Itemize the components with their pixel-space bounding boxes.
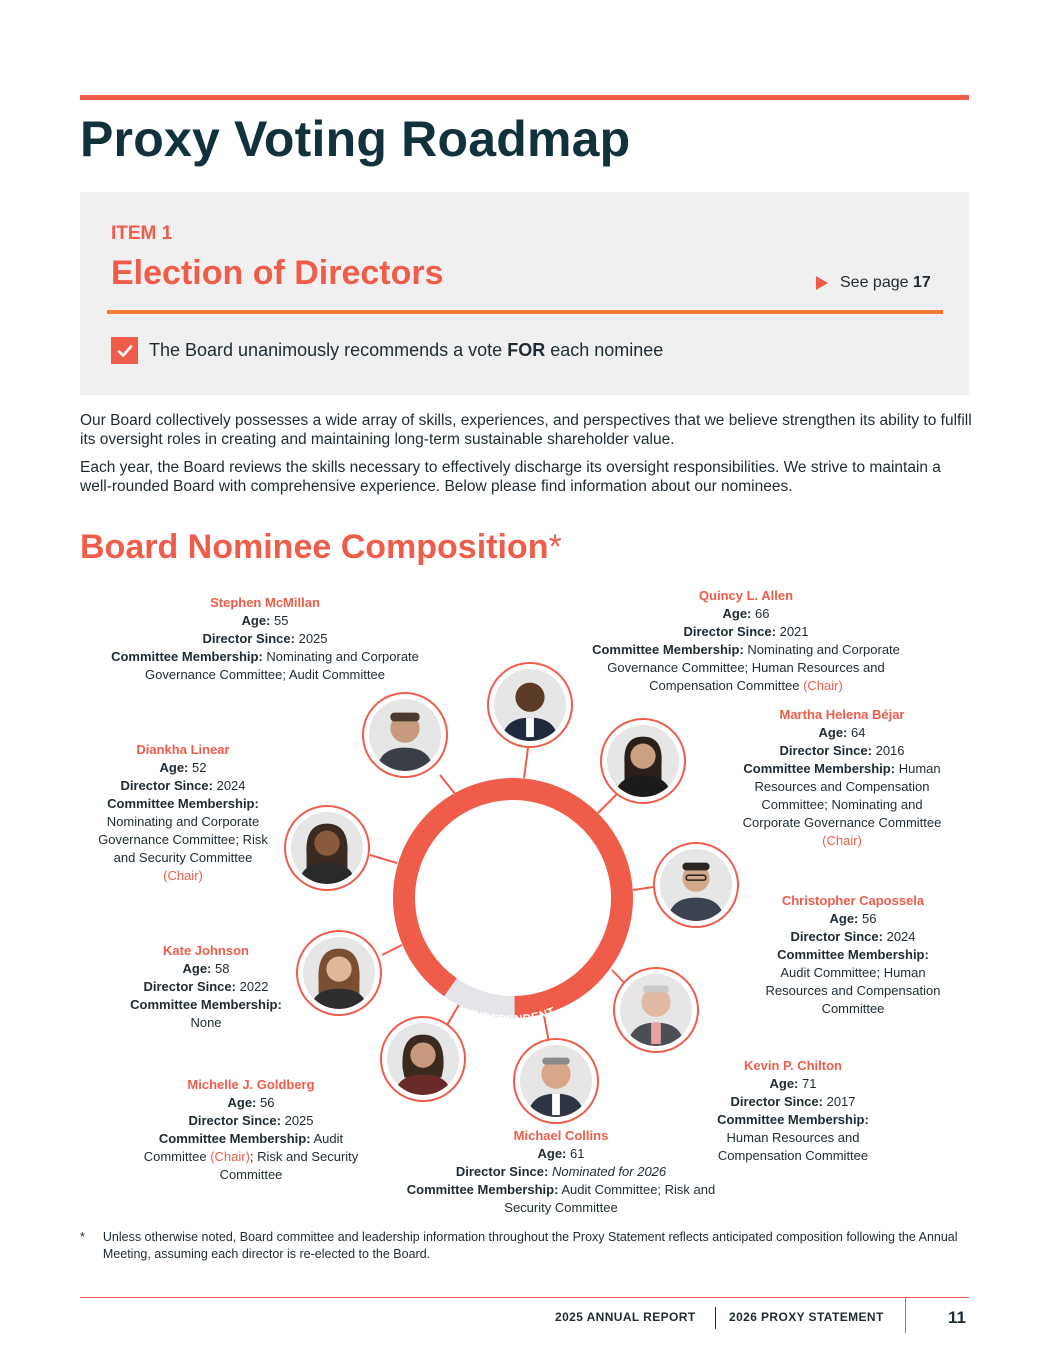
bio-allen: Quincy L. Allen Age: 66 Director Since: 2021 Committee Membership: Nominating and Corporate Governance Committee; Human Resources and Compensation Committee (Chair) <box>574 587 918 695</box>
person-icon <box>660 849 732 921</box>
bio-bejar: Martha Helena Béjar Age: 64 Director Since: 2016 Committee Membership: Human Resources and Compensation Committee; Nominating and Corporate Governance Committee (Chair) <box>732 706 952 850</box>
person-icon <box>620 974 692 1046</box>
connector-linear <box>370 855 397 863</box>
connector-allen <box>524 748 528 778</box>
person-icon <box>387 1023 459 1095</box>
nominee-name: Quincy L. Allen <box>698 588 794 603</box>
item-title: Election of Directors <box>111 254 444 292</box>
photo-collins <box>513 1038 599 1124</box>
footer-proxy-statement: 2026 PROXY STATEMENT <box>729 1310 884 1324</box>
person-icon <box>303 937 375 1009</box>
footer-annual-report: 2025 ANNUAL REPORT <box>555 1310 696 1324</box>
nominee-name: Kevin P. Chilton <box>744 1058 842 1073</box>
recommendation-text: The Board unanimously recommends a vote FOR each nominee <box>149 340 664 360</box>
page-number: 11 <box>948 1308 966 1327</box>
person-icon <box>520 1045 592 1117</box>
intro-paragraph-2: Each year, the Board reviews the skills necessary to effectively discharge its oversight responsibilities. We strive to maintain a well-rounded Board with comprehensive experience. Below please find information about our nominees. <box>80 459 941 495</box>
photo-mcmillan <box>362 692 448 778</box>
person-icon <box>291 812 363 884</box>
photo-johnson <box>296 930 382 1016</box>
section-title: Board Nominee Composition* <box>80 528 562 566</box>
footnote-mark: * <box>80 1230 85 1244</box>
nominee-name: Stephen McMillan <box>210 595 320 610</box>
bio-collins: Michael Collins Age: 61 Director Since: Nominated for 2026 Committee Membership: Audit Committee; Risk and Security Committee <box>400 1127 722 1217</box>
nominee-name: Martha Helena Béjar <box>779 707 905 722</box>
bio-capossela: Christopher Capossela Age: 56 Director Since: 2024 Committee Membership: Audit Committee; Human Resources and Compensation Committee <box>750 892 956 1018</box>
connector-capossela <box>633 887 653 890</box>
photo-linear <box>284 805 370 891</box>
nominee-name: Kate Johnson <box>163 943 249 958</box>
nominee-name: Diankha Linear <box>136 742 230 757</box>
footer-divider-2 <box>905 1298 906 1333</box>
person-icon <box>494 669 566 741</box>
nominee-name: Christopher Capossela <box>781 893 925 908</box>
bio-linear: Diankha Linear Age: 52 Director Since: 2024 Committee Membership: Nominating and Corporate Governance Committee; Risk and Security Committee (Chair) <box>93 741 273 885</box>
person-icon <box>607 725 679 797</box>
photo-capossela <box>653 842 739 928</box>
footer-divider <box>715 1307 716 1329</box>
bio-goldberg: Michelle J. Goldberg Age: 56 Director Since: 2025 Committee Membership: Audit Committee (Chair); Risk and Security Committee <box>126 1076 376 1184</box>
nominee-name: Michelle J. Goldberg <box>187 1077 315 1092</box>
photo-bejar <box>600 718 686 804</box>
nominee-name: Michael Collins <box>513 1128 609 1143</box>
photo-allen <box>487 662 573 748</box>
connector-johnson <box>382 945 402 955</box>
bio-chilton: Kevin P. Chilton Age: 71 Director Since: 2017 Committee Membership: Human Resources and Compensation Committee <box>703 1057 883 1165</box>
bio-johnson: Kate Johnson Age: 58 Director Since: 2022 Committee Membership: None <box>116 942 296 1032</box>
bio-mcmillan: Stephen McMillan Age: 55 Director Since: 2025 Committee Membership: Nominating and Corporate Governance Committee; Audit Committee <box>92 594 438 684</box>
item-label: ITEM 1 <box>111 223 173 244</box>
ring-label: INDEPENDENT <box>468 1005 558 1027</box>
photo-chilton <box>613 967 699 1053</box>
connector-goldberg <box>447 1003 460 1025</box>
footnote-text: Unless otherwise noted, Board committee and leadership information throughout the Proxy Statement reflects anticipated composition following the Annual Meeting, assuming each director is re-elected to the Board. <box>102 1230 958 1261</box>
intro-paragraph-1: Our Board collectively possesses a wide array of skills, experiences, and perspectives that we believe strengthen its ability to fulfill its oversight roles in creating and maintaining long-term sustainable shareholder value. <box>80 412 972 448</box>
see-page-text: See page 17 <box>840 274 931 291</box>
footnote <box>80 1229 960 1263</box>
page-title: Proxy Voting Roadmap <box>80 111 631 167</box>
photo-goldberg <box>380 1016 466 1102</box>
person-icon <box>369 699 441 771</box>
bottom-rule <box>80 1297 969 1298</box>
